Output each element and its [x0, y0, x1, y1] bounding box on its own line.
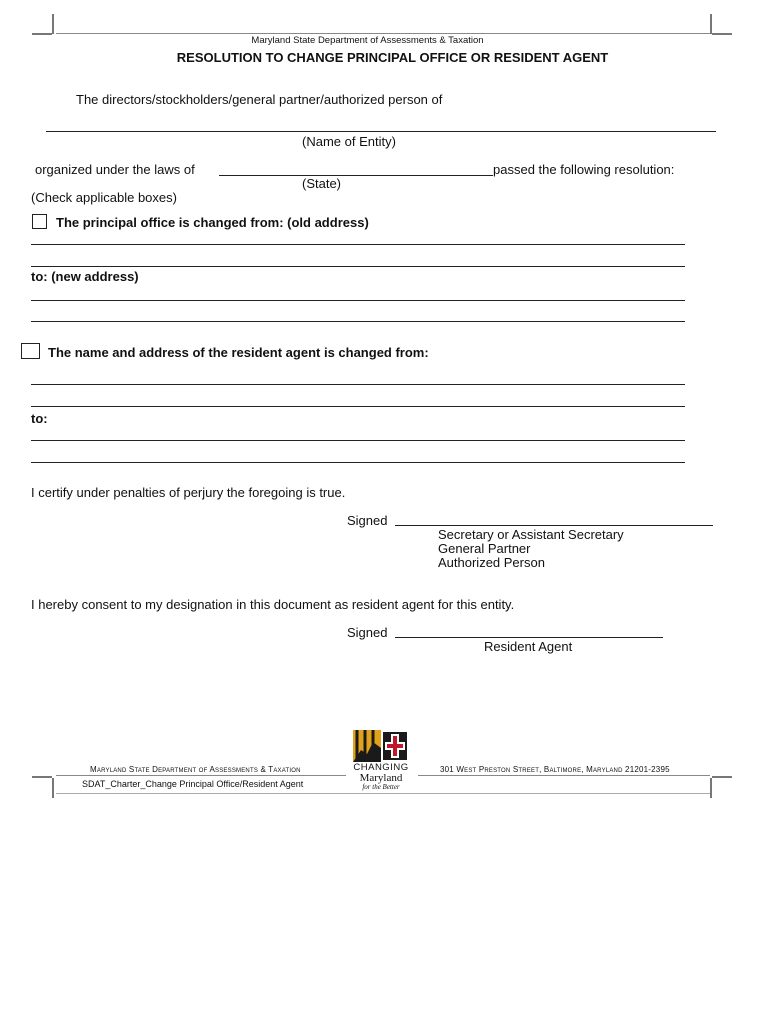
new-agent-line-2[interactable]	[31, 462, 685, 463]
crop-mark-top-left	[52, 14, 54, 34]
old-agent-line-1[interactable]	[31, 384, 685, 385]
maryland-flag-icon	[353, 730, 409, 762]
footer-form-id: SDAT_Charter_Change Principal Office/Resident Agent	[82, 779, 304, 789]
resident-agent-heading: The name and address of the resident agent is changed from:	[48, 345, 429, 360]
crop-mark-bottom-left	[52, 778, 54, 798]
footer-agency: Maryland State Department of Assessments & Taxation	[90, 765, 301, 774]
crop-mark-top-right	[710, 14, 712, 34]
maryland-logo	[345, 730, 417, 794]
crop-mark-bottom-right	[710, 778, 712, 798]
crop-mark-bottom-left-h	[32, 776, 52, 778]
state-field[interactable]	[219, 175, 493, 176]
footer-address: 301 West Preston Street, Baltimore, Maryland 21201-2395	[440, 765, 670, 774]
entity-name-caption: (Name of Entity)	[302, 134, 396, 149]
new-agent-label: to:	[31, 411, 48, 426]
organized-suffix: passed the following resolution:	[493, 162, 675, 177]
organized-prefix: organized under the laws of	[35, 162, 195, 177]
entity-name-field[interactable]	[46, 131, 716, 132]
form-title: RESOLUTION TO CHANGE PRINCIPAL OFFICE OR RESIDENT AGENT	[176, 50, 609, 65]
old-address-line-1[interactable]	[31, 244, 685, 245]
consent-statement: I hereby consent to my designation in this document as resident agent for this entity.	[31, 597, 515, 612]
logo-changing: CHANGING	[353, 762, 409, 773]
certification-signature-field[interactable]	[395, 525, 713, 526]
principal-office-heading: The principal office is changed from: (old address)	[56, 215, 369, 230]
intro-line: The directors/stockholders/general partner/authorized person of	[76, 92, 443, 107]
certification-statement: I certify under penalties of perjury the foregoing is true.	[31, 485, 346, 500]
header-rule	[56, 33, 710, 34]
old-address-line-2[interactable]	[31, 266, 685, 267]
resident-agent-role: Resident Agent	[484, 639, 573, 654]
check-instruction: (Check applicable boxes)	[31, 190, 177, 205]
crop-mark-bottom-right-h	[712, 776, 732, 778]
old-agent-line-2[interactable]	[31, 406, 685, 407]
resident-agent-checkbox[interactable]	[21, 343, 40, 359]
resident-agent-signature-field[interactable]	[395, 637, 663, 638]
new-address-line-2[interactable]	[31, 321, 685, 322]
new-agent-line-1[interactable]	[31, 440, 685, 441]
logo-for-the-better: for the Better	[362, 783, 400, 791]
consent-signed-label: Signed	[347, 625, 388, 640]
role-general-partner: General Partner	[438, 541, 531, 556]
new-address-label: to: (new address)	[31, 269, 139, 284]
logo-maryland: Maryland	[359, 772, 403, 784]
header-agency: Maryland State Department of Assessments & Taxation	[251, 35, 484, 46]
role-authorized-person: Authorized Person	[438, 555, 545, 570]
certification-signed-label: Signed	[347, 513, 388, 528]
role-secretary: Secretary or Assistant Secretary	[438, 527, 624, 542]
state-caption: (State)	[302, 176, 342, 191]
principal-office-checkbox[interactable]	[32, 214, 47, 229]
new-address-line-1[interactable]	[31, 300, 685, 301]
